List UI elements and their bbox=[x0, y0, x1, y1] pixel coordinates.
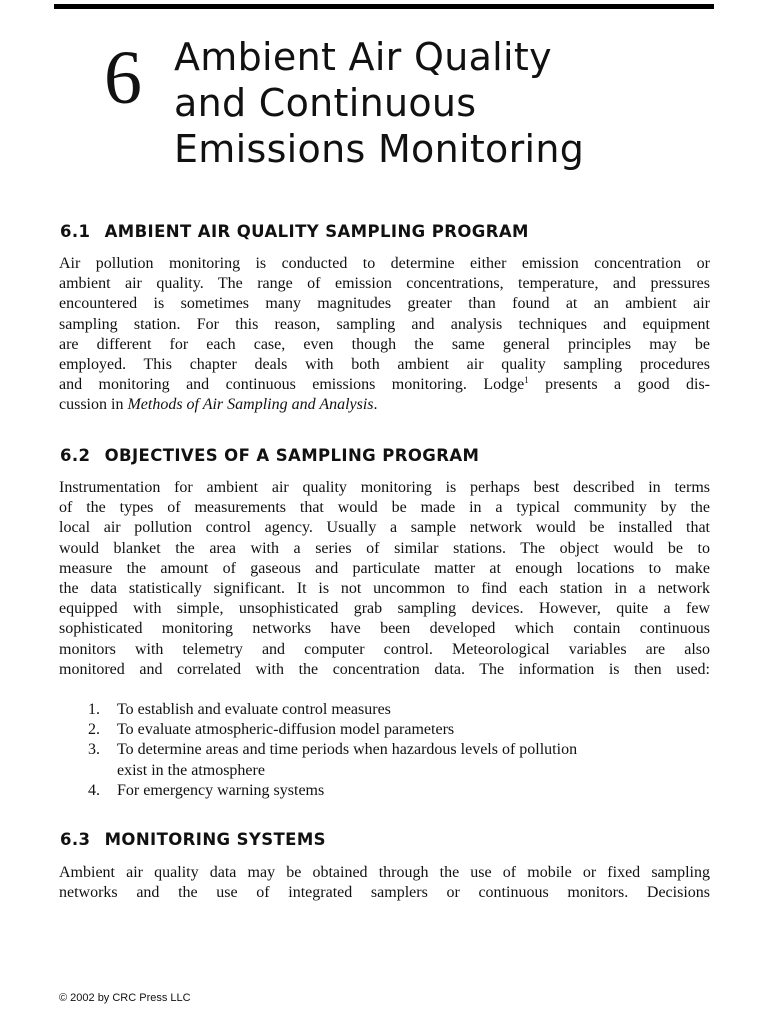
section-number: 6.1 bbox=[60, 222, 91, 241]
list-item-text: exist in the atmosphere bbox=[117, 761, 265, 779]
section-heading-6-2 bbox=[60, 446, 479, 465]
text-line: Instrumentation for ambient air quality monitoring is perhaps best described in terms bbox=[59, 479, 710, 496]
text-line-last bbox=[59, 395, 710, 415]
section-title: MONITORING SYSTEMS bbox=[104, 830, 326, 849]
chapter-title-line: and Continuous bbox=[174, 81, 477, 125]
section-title: OBJECTIVES OF A SAMPLING PROGRAM bbox=[104, 446, 480, 465]
section-heading-6-3 bbox=[60, 830, 326, 849]
list-item-text: To establish and evaluate control measures bbox=[117, 701, 391, 718]
text-line: employed. This chapter deals with both ambient air quality sampling procedures bbox=[59, 356, 710, 374]
text-line: measure the amount of gaseous and particulate matter at enough locations to make bbox=[59, 559, 710, 577]
list-item-text: To determine areas and time periods when hazardous levels of pollution bbox=[117, 741, 578, 759]
list-number: 3. bbox=[88, 741, 100, 759]
chapter-title-line: Ambient Air Quality bbox=[174, 35, 552, 79]
text-line: ambient air quality. The range of emission concentrations, temperature, and pressures bbox=[59, 275, 710, 293]
text-fragment: and monitoring and continuous emissions monitoring. Lodge bbox=[59, 376, 525, 394]
text-line: Air pollution monitoring is conducted to determine either emission concentration or bbox=[59, 255, 710, 272]
list-number: 1. bbox=[88, 701, 100, 718]
list-item-text: To evaluate atmospheric-diffusion model parameters bbox=[117, 721, 455, 739]
text-line: of the types of measurements that would be made in a typical community by the bbox=[59, 499, 710, 517]
text-line: networks and the use of integrated samplers or continuous monitors. Decisions bbox=[59, 884, 710, 902]
list-number: 4. bbox=[88, 781, 100, 799]
text-line: Ambient air quality data may be obtained through the use of mobile or fixed sampling bbox=[59, 864, 710, 881]
chapter-number: 6 bbox=[104, 36, 142, 120]
numbered-list bbox=[88, 700, 710, 801]
chapter-title-line: Emissions Monitoring bbox=[174, 127, 585, 171]
text-line: equipped with simple, unsophisticated grab sampling devices. However, quite a few bbox=[59, 600, 710, 618]
text-line: would blanket the area with a series of similar stations. The object would be to bbox=[59, 539, 710, 557]
text-line: local air pollution control agency. Usually a sample network would be installed that bbox=[59, 519, 710, 537]
text-line: monitored and correlated with the concentration data. The information is then used: bbox=[59, 660, 710, 678]
text-line: the data statistically significant. It is not uncommon to find each station in a network bbox=[59, 580, 710, 598]
text-line-with-citation bbox=[59, 375, 710, 395]
list-item-text: For emergency warning systems bbox=[117, 781, 325, 799]
section-number: 6.2 bbox=[60, 446, 91, 465]
text-line: monitors with telemetry and computer control. Meteorological variables are also bbox=[59, 640, 710, 658]
text-fragment: cussion in bbox=[59, 396, 124, 414]
text-fragment: presents a good dis- bbox=[545, 376, 711, 394]
text-fragment: . bbox=[373, 396, 378, 414]
footnote-ref: 1 bbox=[524, 375, 529, 386]
copyright-footer: © 2002 by CRC Press LLC bbox=[59, 992, 191, 1004]
text-line: sophisticated monitoring networks have been developed which contain continuous bbox=[59, 620, 710, 638]
list-item bbox=[88, 700, 710, 720]
paragraph-6-3 bbox=[59, 863, 710, 903]
text-line: encountered is sometimes many magnitudes greater than found at an ambient air bbox=[59, 295, 710, 313]
section-heading-6-1 bbox=[60, 222, 529, 241]
text-line: are different for each case, even though the same general principles may be bbox=[59, 335, 710, 353]
list-number: 2. bbox=[88, 721, 100, 739]
list-item bbox=[88, 740, 710, 780]
section-number: 6.3 bbox=[60, 830, 91, 849]
chapter-title bbox=[174, 34, 694, 172]
list-item bbox=[88, 720, 710, 740]
list-item bbox=[88, 781, 710, 801]
top-rule bbox=[54, 4, 714, 9]
cited-book-title: Methods of Air Sampling and Analysis bbox=[127, 396, 374, 414]
paragraph-6-1 bbox=[59, 254, 710, 416]
paragraph-6-2 bbox=[59, 478, 710, 680]
text-line: sampling station. For this reason, sampling and analysis techniques and equipment bbox=[59, 315, 710, 333]
section-title: AMBIENT AIR QUALITY SAMPLING PROGRAM bbox=[104, 222, 529, 241]
